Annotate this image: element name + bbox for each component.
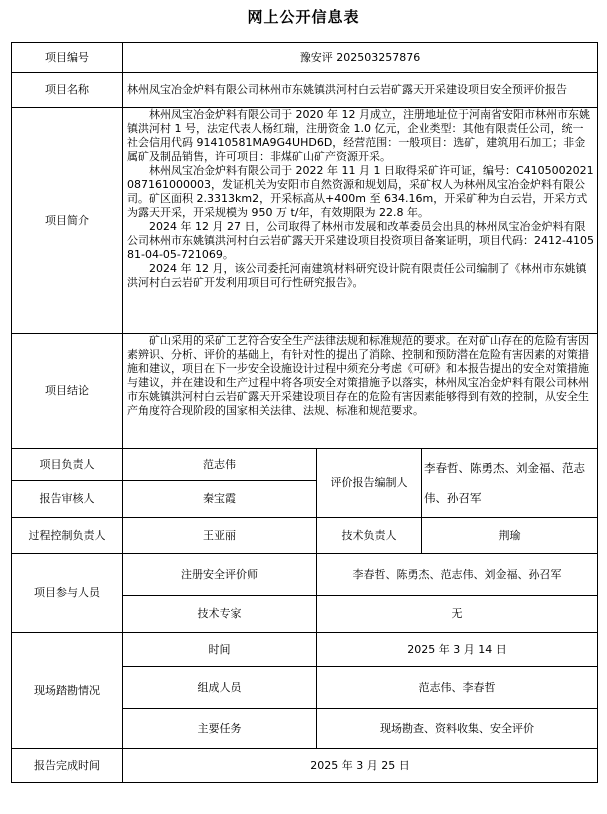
intro-paragraph-4: 2024 年 12 月，该公司委托河南建筑材料研究设计院有限责任公司编制了《林州市东姚镇洪河村白云岩矿开发利用项目可行性研究报告》。 bbox=[127, 262, 587, 289]
conclusion-text: 矿山采用的采矿工艺符合安全生产法律法规和标准规范的要求。在对矿山存在的危险有害因素辨识、分析、评价的基础上，有针对性的提出了消除、控制和预防潜在危险有害因素的对策措施和建议，项目在下一步安全设施设计过程中须充分考虑《可研》和本报告提出的安全对策措施与建议，并在建设和生产过程中将各项安全对策措施予以落实，林州凤宝冶金炉料有限公司林州市东姚镇洪河村白云岩矿露天开采建设项目存在的危险有害因素能够得到有效的控制，从安全生产角度符合现阶段的国家相关法律、法规、标准和规范要求。 bbox=[127, 334, 589, 417]
survey-members-label: 组成人员 bbox=[123, 667, 317, 709]
conclusion-label: 项目结论 bbox=[12, 334, 123, 449]
project-intro-label: 项目简介 bbox=[12, 108, 123, 334]
leader-value: 范志伟 bbox=[123, 449, 317, 481]
survey-tasks-value: 现场勘查、资料收集、安全评价 bbox=[317, 709, 598, 749]
experts-value: 无 bbox=[317, 596, 598, 633]
project-intro-body bbox=[123, 108, 598, 334]
row-participants-assessors bbox=[12, 554, 598, 596]
compilers-value: 李春哲、陈勇杰、刘金福、范志伟、孙召军 bbox=[422, 449, 598, 518]
survey-label: 现场踏勘情况 bbox=[12, 633, 123, 749]
survey-members-value: 范志伟、李春哲 bbox=[317, 667, 598, 709]
conclusion-body bbox=[123, 334, 598, 449]
completion-label: 报告完成时间 bbox=[12, 749, 123, 783]
assessors-value: 李春哲、陈勇杰、范志伟、刘金福、孙召军 bbox=[317, 554, 598, 596]
info-table bbox=[11, 42, 598, 783]
intro-paragraph-3: 2024 年 12 月 27 日，公司取得了林州市发展和改革委员会出具的林州凤宝冶金炉料有限公司林州市东姚镇洪河村白云岩矿露天开采建设项目投资项目备案证明，项目代码：2412-410581-04-05-721069。 bbox=[127, 220, 594, 261]
project-name-value: 林州凤宝冶金炉料有限公司林州市东姚镇洪河村白云岩矿露天开采建设项目安全预评价报告 bbox=[123, 73, 598, 108]
project-name-label: 项目名称 bbox=[12, 73, 123, 108]
page-title: 网上公开信息表 bbox=[247, 8, 360, 26]
row-leader bbox=[12, 449, 598, 481]
survey-time-label: 时间 bbox=[123, 633, 317, 667]
process-control-value: 王亚丽 bbox=[123, 518, 317, 554]
survey-tasks-label: 主要任务 bbox=[123, 709, 317, 749]
intro-paragraph-2: 林州凤宝冶金炉料有限公司于 2022 年 11 月 1 日取得采矿许可证，编号：C4105002021087161000003，发证机关为安阳市自然资源和规划局，采矿权人为林州凤宝冶金炉料有限公司。矿区面积 2.3313km2，开采标高从+400m 至 634.16m，开采矿种为白云岩，开采方式为露天开采，开采规模为 950 万 t/年，有效期限为 22.8 年。 bbox=[127, 164, 594, 219]
row-survey-time bbox=[12, 633, 598, 667]
process-control-label: 过程控制负责人 bbox=[12, 518, 123, 554]
row-project-intro bbox=[12, 108, 598, 334]
participants-label: 项目参与人员 bbox=[12, 554, 123, 633]
tech-lead-label: 技术负责人 bbox=[317, 518, 422, 554]
row-project-conclusion bbox=[12, 334, 598, 449]
compilers-label: 评价报告编制人 bbox=[317, 449, 422, 518]
row-project-no bbox=[12, 43, 598, 73]
experts-label: 技术专家 bbox=[123, 596, 317, 633]
completion-value: 2025 年 3 月 25 日 bbox=[123, 749, 598, 783]
reviewer-label: 报告审核人 bbox=[12, 481, 123, 518]
intro-paragraph-1: 林州凤宝冶金炉料有限公司于 2020 年 12 月成立，注册地址位于河南省安阳市林州市东姚镇洪河村 1 号，法定代表人杨红瑞，注册资金 1.0 亿元，企业类型：其他有限责任公司，统一社会信用代码 91410581MA9G4UHD6D，经营范围：一般项目：选矿，建筑用石加工；非金属矿及制品销售，许可项目：非煤矿山矿产资源开采。 bbox=[127, 108, 590, 163]
tech-lead-value: 荆瑜 bbox=[422, 518, 598, 554]
project-no-value: 豫安评 202503257876 bbox=[123, 43, 598, 73]
survey-time-value: 2025 年 3 月 14 日 bbox=[317, 633, 598, 667]
row-completion bbox=[12, 749, 598, 783]
project-no-label: 项目编号 bbox=[12, 43, 123, 73]
assessors-label: 注册安全评价师 bbox=[123, 554, 317, 596]
leader-label: 项目负责人 bbox=[12, 449, 123, 481]
row-project-name bbox=[12, 73, 598, 108]
reviewer-value: 秦宝霞 bbox=[123, 481, 317, 518]
row-process-control bbox=[12, 518, 598, 554]
